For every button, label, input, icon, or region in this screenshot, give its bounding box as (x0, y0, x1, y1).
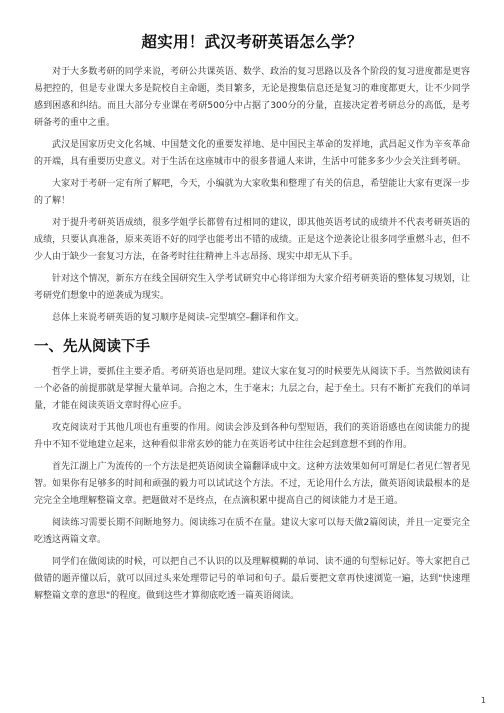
intro-paragraph-1: 对于大多数考研的同学来说，考研公共课英语、数学、政治的复习思路以及各个阶段的复习进度都是更容易把控的，但是专业课大多是院校自主命题，类目繁多，无论是搜集信息还是复习的难度都更大，让不少同学感到困惑和纠结。而且大部分专业课在考研500分中占据了300分的分量，直接决定着考研总分的高低，是考研备考的重中之重。 (34, 67, 470, 128)
section-paragraph-3: 首先江湖上广为流传的一个方法是把英语阅读全篇翻译成中文。这种方法效果如何可谓是仁者见仁智者见智。如果你有足够多的时间和顽强的毅力可以试试这个方法。不过，无论用什么方法，做英语阅读最根本的是完完全全地理解整篇文章。把题做对不是终点，在点滴积累中提高自己的阅读能力才是王道。 (34, 462, 470, 506)
intro-paragraph-2: 武汉是国家历史文化名城、中国楚文化的重要发祥地、是中国民主革命的发祥地，武昌起义作为辛亥革命的开端，具有重要历史意义。对于生活在这座城市中的很多普通人来讲，生活中可能多多少少会关注到考研。 (34, 140, 470, 167)
page-title: 超实用！武汉考研英语怎么学？ (141, 33, 363, 51)
intro-paragraph-3: 大家对于考研一定有所了解吧，今天，小编就为大家收集和整理了有关的信息，希望能让大家有更深一步的了解！ (34, 179, 470, 206)
intro-paragraph-6: 总体上来说考研英语的复习顺序是阅读–完型填空–翻译和作文。 (52, 313, 305, 323)
section-paragraph-5: 同学们在做阅读的时候，可以把自己不认识的以及理解模糊的单词、读不通的句型标记好。等大家把自己做错的题弄懂以后，就可以回过头来处理带记号的单词和句子。最后要把文章再快速浏览一遍，达到"快速理解整篇文章的意思"的程度。做到这些才算彻底吃透一篇英语阅读。 (34, 557, 470, 601)
section-paragraph-2: 攻克阅读对于其他几项也有重要的作用。阅读会涉及到各种句型短语，我们的英语语感也在阅读能力的提升中不知不觉地建立起来，这种看似非常玄妙的能力在英语考试中往往会起到意想不到的作用。 (34, 423, 470, 450)
page-number: 1 (480, 696, 486, 705)
section-paragraph-4: 阅读练习需要长期不间断地努力。阅读练习在质不在量。建议大家可以每天做2篇阅读，并且一定要完全吃透这两篇文章。 (34, 518, 470, 545)
intro-paragraph-4: 对于提升考研英语成绩，很多学姐学长都曾有过相同的建议，即其他英语考试的成绩并不代表考研英语的成绩，只要认真准备，原来英语不好的同学也能考出不错的成绩。正是这个逆袭论让很多同学重燃斗志，但不少人由于缺少一套复习方法，在备考时往往精神上斗志昂扬、现实中却无从下手。 (34, 218, 470, 262)
intro-paragraph-5: 针对这个情况，新东方在线全国研究生入学考试研究中心将详细为大家介绍考研英语的整体复习规划，让考研党们想象中的逆袭成为现实。 (34, 274, 470, 301)
section-paragraph-1: 哲学上讲，要抓住主要矛盾。考研英语也是同理。建议大家在复习的时候要先从阅读下手。当然做阅读有一个必备的前提那就是掌握大量单词。合抱之木，生于毫末；九层之台，起于垒土。只有不断扩充我们的单词量，才能在阅读英语文章时得心应手。 (34, 367, 470, 411)
section-heading: 一、先从阅读下手 (34, 339, 150, 355)
